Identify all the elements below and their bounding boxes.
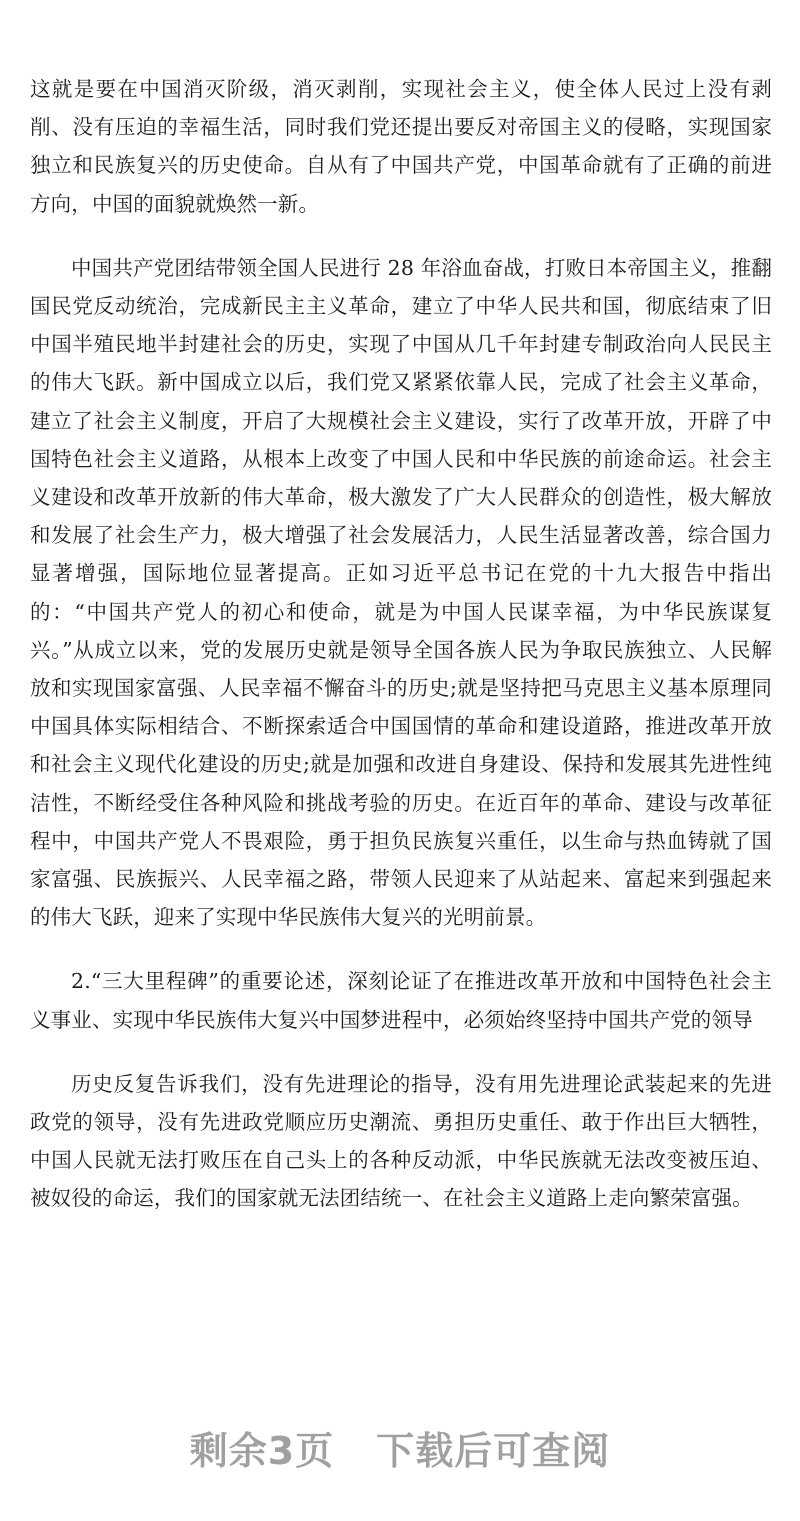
paragraph-4: 历史反复告诉我们，没有先进理论的指导，没有用先进理论武装起来的先进政党的领导，没有先进政党顺应历史潮流、勇担历史重任、敢于作出巨大牺牲，中国人民就无法打败压在自己头上的各种反动派，中华民族就无法改变被压迫、被奴役的命运，我们的国家就无法团结统一、在社会主义道路上走向繁荣富强。 (30, 1071, 772, 1211)
section-heading-2: 2.“三大里程碑”的重要论述，深刻论证了在推进改革开放和中国特色社会主义事业、实现中华民族伟大复兴中国梦进程中，必须始终坚持中国共产党的领导 (30, 969, 772, 1032)
paragraph-2: 中国共产党团结带领全国人民进行 28 年浴血奋战，打败日本帝国主义，推翻国民党反动统治，完成新民主主义革命，建立了中华人民共和国，彻底结束了旧中国半殖民地半封建社会的历史，实现了中国从几千年封建专制政治向人民民主的伟大飞跃。新中国成立以后，我们党又紧紧依靠人民，完成了社会主义革命，建立了社会主义制度，开启了大规模社会主义建设，实行了改革开放，开辟了中国特色社会主义道路，从根本上改变了中国人民和中华民族的前途命运。社会主义建设和改革开放新的伟大革命，极大激发了广大人民群众的创造性，极大解放和发展了社会生产力，极大增强了社会发展活力，人民生活显著改善，综合国力显著增强，国际地位显著提高。正如习近平总书记在党的十九大报告中指出的：“中国共产党人的初心和使命，就是为中国人民谋幸福，为中华民族谋复兴。”从成立以来，党的发展历史就是领导全国各族人民为争取民族独立、人民解放和实现国家富强、人民幸福不懈奋斗的历史;就是坚持把马克思主义基本原理同中国具体实际相结合、不断探索适合中国国情的革命和建设道路，推进改革开放和社会主义现代化建设的历史;就是加强和改进自身建设、保持和发展其先进性纯洁性，不断经受住各种风险和挑战考验的历史。在近百年的革命、建设与改革征程中，中国共产党人不畏艰险，勇于担负民族复兴重任，以生命与热血铸就了国家富强、民族振兴、人民幸福之路，带领人民迎来了从站起来、富起来到强起来的伟大飞跃，迎来了实现中华民族伟大复兴的光明前景。 (30, 255, 772, 930)
paragraph-1: 这就是要在中国消灭阶级，消灭剥削，实现社会主义，使全体人民过上没有剥削、没有压迫的幸福生活，同时我们党还提出要反对帝国主义的侵略，实现国家独立和民族复兴的历史使命。自从有了中国共产党，中国革命就有了正确的前进方向，中国的面貌就焕然一新。 (30, 77, 772, 216)
remaining-pages-label: 剩余3页 (189, 1429, 335, 1473)
download-to-view-label[interactable]: 下载后可查阅 (376, 1429, 611, 1473)
download-prompt-banner[interactable] (0, 1420, 800, 1475)
document-body (30, 70, 772, 1244)
